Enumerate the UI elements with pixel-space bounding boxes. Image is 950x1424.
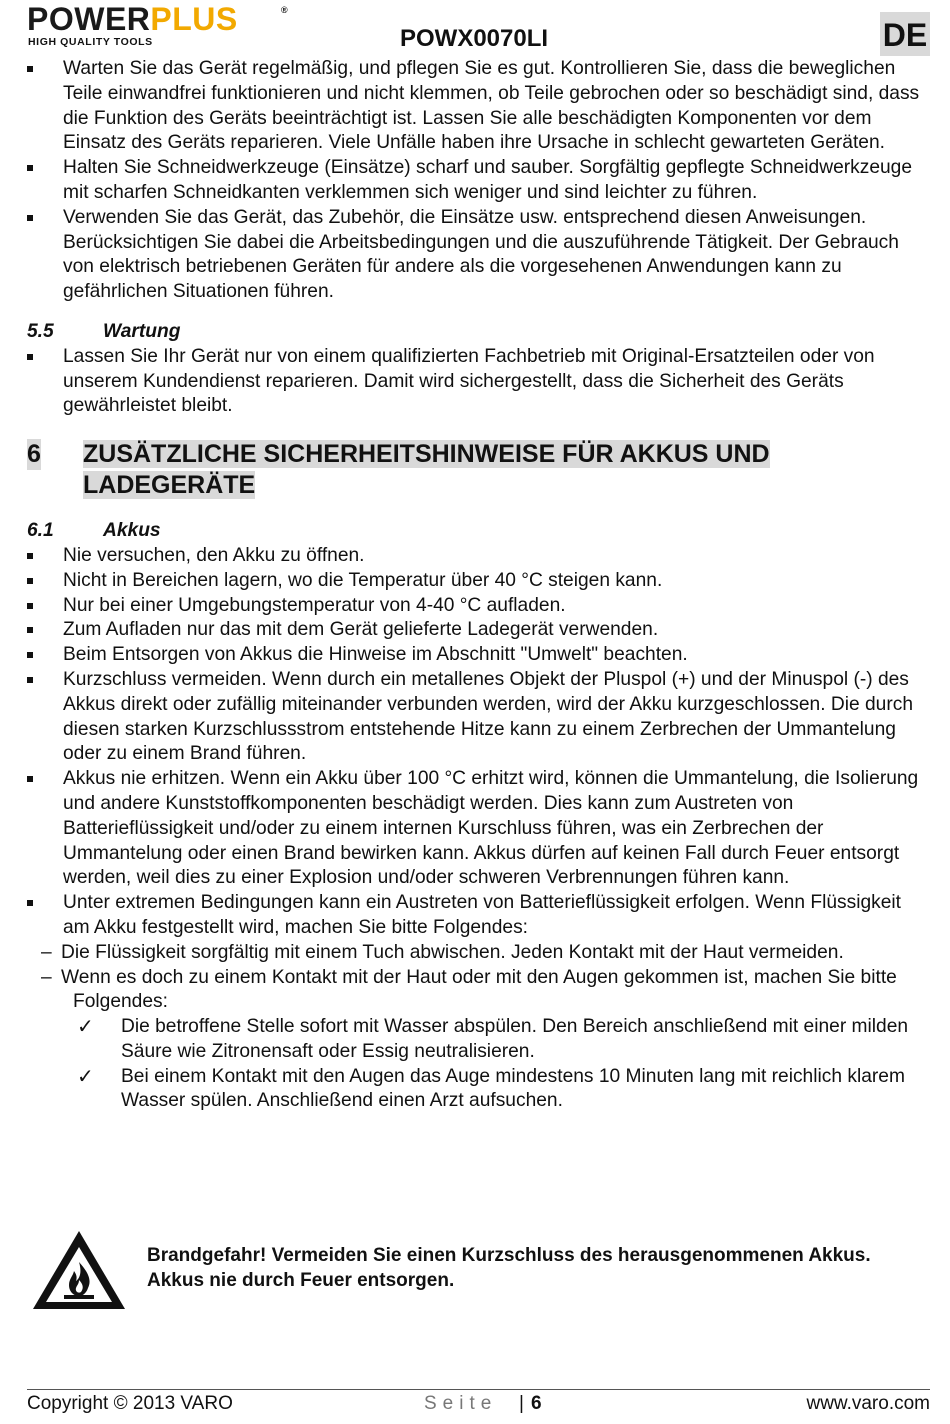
list-item [27, 618, 930, 643]
list-item-text: Halten Sie Schneidwerkzeuge (Einsätze) scharf und sauber. Sorgfältig gepflegte Schneidwerkzeuge mit scharfen Schneidkanten verklemmen sich weniger und sind leichter zu führen. [63, 157, 913, 203]
model-number: POWX0070LI [400, 25, 549, 52]
list-item [27, 156, 930, 206]
check-item [27, 1015, 930, 1065]
dash-item-text: Wenn es doch zu einem Kontakt mit der Haut oder mit den Augen gekommen ist, machen Sie bitte Folgendes: [61, 966, 897, 1013]
bullet-icon [27, 165, 33, 171]
bullet-icon [27, 553, 33, 559]
page-number: 6 [531, 1393, 542, 1414]
chapter-title-line-1: ZUSÄTZLICHE SICHERHEITSHINWEISE FÜR AKKUS UND [83, 440, 770, 469]
list-item [27, 643, 930, 668]
list-item [27, 206, 930, 305]
list-item-text: Lassen Sie Ihr Gerät nur von einem qualifizierten Fachbetrieb mit Original-Ersatzteilen oder von unserem Kundendienst reparieren. Damit wird sichergestellt, dass die Sicherheit des Geräts gewährleistet bleibt. [63, 345, 875, 417]
fire-warning-icon [30, 1228, 128, 1312]
bullet-icon [27, 900, 33, 906]
list-item-text: Beim Entsorgen von Akkus die Hinweise im Abschnitt "Umwelt" beachten. [63, 644, 688, 666]
list-item [27, 569, 930, 594]
list-item-text: Warten Sie das Gerät regelmäßig, und pflegen Sie es gut. Kontrollieren Sie, dass die beweglichen Teile einwandfrei funktionieren und nicht klemmen, ob Teile gebrochen oder so beschädigt sind, dass die Funktion des Geräts beeinträchtigt ist. Lassen Sie alle beschädigten Komponenten vor dem Einsatz des Geräts reparieren. Viele Unfälle haben ihre Ursache in schlecht gewarteten Geräten. [63, 58, 920, 154]
list-item-text: Unter extremen Bedingungen kann ein Austreten von Batterieflüssigkeit erfolgen. Wenn Flüssigkeit am Akku festgestellt wird, machen Sie bitte Folgendes: [63, 892, 901, 938]
page-footer [27, 1393, 930, 1421]
list-item [27, 57, 930, 156]
section-heading-5-5 [27, 320, 930, 345]
bullet-icon [27, 215, 33, 221]
list-item-text: Akkus nie erhitzen. Wenn ein Akku über 100 °C erhitzt wird, können die Ummantelung, die Isolierung und andere Kunststoffkomponenten beschädigt werden. Dies kann zum Austreten von Batterieflüssigkeit und/oder zu einem internen Kurschluss führen, was ein Zerbrechen der Ummantelung oder einen Brand bewirken kann. Akkus dürfen auf keinen Fall durch Feuer entsorgt werden, weil dies zu einer Explosion und/oder schweren Verbrennungen führen kann. [63, 768, 919, 889]
bullet-icon [27, 603, 33, 609]
page-header [0, 0, 950, 58]
list-item-text: Zum Aufladen nur das mit dem Gerät gelieferte Ladegerät verwenden. [63, 619, 659, 641]
chapter-title-line-2: LADEGERÄTE [83, 471, 256, 500]
footer-divider [27, 1389, 930, 1390]
list-item [27, 345, 930, 419]
check-item-text: Bei einem Kontakt mit den Augen das Auge mindestens 10 Minuten lang mit reichlich klarem Wasser spülen. Anschließend einen Arzt aufsuchen. [121, 1065, 905, 1112]
section-number: 5.5 [27, 320, 54, 342]
powerplus-logo [27, 1, 288, 48]
list-item-text: Nicht in Bereichen lagern, wo die Temperatur über 40 °C steigen kann. [63, 569, 663, 591]
list-item [27, 668, 930, 767]
list-item [27, 891, 930, 941]
warning-text: Brandgefahr! Vermeiden Sie einen Kurzschluss des herausgenommenen Akkus. Akkus nie durch Feuer entsorgen. [147, 1245, 871, 1291]
list-item [27, 767, 930, 891]
list-item-text: Nie versuchen, den Akku zu öffnen. [63, 544, 365, 566]
dash-item [27, 941, 930, 966]
footer-separator: | [519, 1393, 524, 1414]
bullet-icon [27, 354, 33, 360]
list-item-text: Verwenden Sie das Gerät, das Zubehör, die Einsätze usw. entsprechend diesen Anweisungen. Berücksichtigen Sie dabei die Arbeitsbedingungen und die auszuführende Tätigkeit. Der Gebrauch von elektrisch betriebenen Geräten für andere als die vorgesehenen Anwendungen kann zu gefährlichen Situationen führen. [63, 206, 899, 303]
bullet-icon [27, 578, 33, 584]
logo-power-text: POWER [27, 1, 151, 37]
language-badge: DE [880, 12, 930, 56]
list-item [27, 594, 930, 619]
section-title: Akkus [103, 520, 161, 542]
copyright-text: Copyright © 2013 VARO [27, 1393, 233, 1414]
bullet-icon [27, 677, 33, 683]
page-content [27, 57, 930, 1114]
check-item-text: Die betroffene Stelle sofort mit Wasser abspülen. Den Bereich anschließend mit einer milden Säure wie Zitronensaft oder Essig neutralisieren. [121, 1016, 909, 1062]
list-item-text: Kurzschluss vermeiden. Wenn durch ein metallenes Objekt der Pluspol (+) und der Minuspol (-) des Akkus direkt oder zufällig miteinander verbunden werden, wird der Akku kurzgeschlossen. Die durch diesen starken Kurzschlussstrom entstehende Hitze kann zu einem Zerbrechen der Ummantelung oder zu einem Brand führen. [63, 668, 914, 765]
dash-icon: – [41, 941, 52, 963]
check-item [27, 1065, 930, 1115]
dash-item [27, 966, 930, 1016]
chapter-heading-6 [27, 439, 930, 501]
list-item-text: Nur bei einer Umgebungstemperatur von 4-40 °C aufladen. [63, 594, 566, 616]
logo-plus-text: PLUS [150, 1, 238, 37]
bullet-icon [27, 66, 33, 72]
bullet-icon [27, 776, 33, 782]
page-label: Seite [424, 1393, 498, 1414]
bullet-icon [27, 627, 33, 633]
checkmark-icon: ✓ [77, 1016, 94, 1039]
section-title: Wartung [103, 320, 181, 342]
website-link[interactable]: www.varo.com [806, 1393, 930, 1414]
logo-registered-mark: ® [281, 5, 288, 15]
bullet-icon [27, 652, 33, 658]
dash-item-text: Die Flüssigkeit sorgfältig mit einem Tuch abwischen. Jeden Kontakt mit der Haut vermeiden. [61, 941, 844, 963]
section-number: 6.1 [27, 520, 54, 542]
checkmark-icon: ✓ [77, 1065, 94, 1088]
chapter-number: 6 [27, 440, 41, 469]
dash-icon: – [41, 966, 52, 988]
section-heading-6-1 [27, 519, 930, 544]
logo-tagline: HIGH QUALITY TOOLS [28, 36, 153, 48]
list-item [27, 544, 930, 569]
